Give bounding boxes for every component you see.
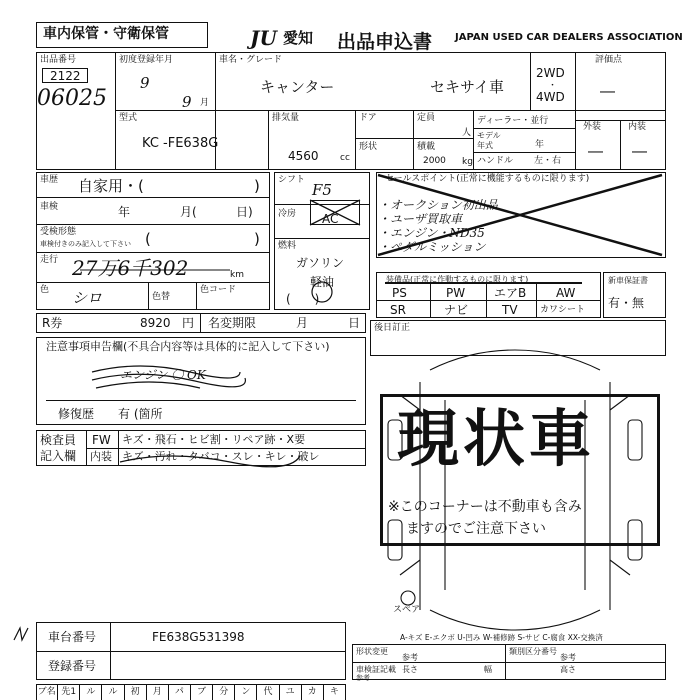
bottom-check-cell: パ (169, 684, 191, 700)
warranty-value: 有・無 (608, 296, 645, 310)
mileage-unit: km (230, 270, 244, 280)
repair-value: 有 (箇所 (118, 407, 163, 421)
mileage-label: 走行 (40, 255, 59, 265)
year-unit: 年 (535, 140, 545, 150)
dimensions-length: 長さ (402, 665, 418, 674)
first-registration-month-unit: 月 (200, 98, 210, 108)
dimensions-width: 幅 (484, 665, 492, 674)
inspector-fw-text: キズ・飛石・ヒビ割・リペア跡・X要 (122, 433, 306, 446)
post-edit-box (370, 320, 666, 356)
shift-label: シフト (278, 175, 306, 185)
inspection-type-close: ) (254, 230, 260, 248)
inspection-type-open: ( (145, 230, 151, 248)
inspection-year: 年 (118, 205, 131, 219)
displacement-label: 排気量 (272, 113, 300, 123)
registration-label: 登録番号 (48, 659, 97, 673)
recycle-value: 8920 (140, 316, 171, 330)
inspector-interior-label: 内装 (90, 450, 112, 463)
interior-value: ― (632, 142, 647, 160)
model-name: キャンター (260, 78, 335, 96)
spare-label: スペア (393, 605, 421, 615)
inspector-interior-text: キズ・汚れ・タバコ・スレ・キレ・破レ (122, 450, 320, 463)
dealer-label: ディーラー・並行 (477, 116, 549, 126)
bottom-check-cell: ル (102, 684, 124, 700)
fuel-label: 燃料 (278, 241, 297, 251)
equip-pw: PW (446, 286, 466, 300)
form-change-label: 形状変更 (356, 647, 388, 656)
bottom-check-cell: 分 (213, 684, 235, 700)
association-name: JAPAN USED CAR DEALERS ASSOCIATION (455, 32, 683, 43)
name-change-label: 名変期限 (208, 316, 257, 330)
equipment-title: 装備品(正常に作動するものに限ります) (386, 275, 529, 284)
score-value: ― (600, 82, 615, 100)
chassis-label: 車台番号 (48, 630, 97, 644)
equip-leather: カワシート (540, 305, 586, 315)
lot-number-label: 出品番号 (40, 55, 77, 65)
door-label: ドア (359, 113, 377, 123)
interior-label: 内装 (628, 122, 647, 132)
as-is-notice-1: ※このコーナーは不動車も含み (388, 499, 582, 515)
inspection-day: 日) (236, 205, 253, 219)
recycle-unit: 円 (182, 316, 195, 330)
damage-legend: A-キズ E-エクボ U-凹み W-補修跡 S-サビ C-腐食 XX-交換済 (400, 633, 603, 642)
name-change-day: 日 (348, 316, 361, 330)
exterior-value: ― (588, 142, 603, 160)
mileage-value: 27万6千302 (72, 256, 189, 280)
ju-logo: JU (250, 26, 277, 50)
drive-4wd: 4WD (536, 90, 565, 104)
handle-value: 左・右 (534, 156, 562, 166)
color-value: シロ (72, 289, 103, 307)
chassis-value: FE638G531398 (152, 630, 245, 644)
equip-tv: TV (502, 303, 518, 317)
as-is-notice-2: ますのでご注意下さい (406, 521, 546, 537)
bottom-check-cell: 月 (147, 684, 169, 700)
capacity-unit: 人 (462, 128, 472, 138)
name-change-month: 月 (296, 316, 309, 330)
remarks-label: 注意事項申告欄(不具合内容等は具体的に記入して下さい) (46, 340, 330, 353)
history-label: 車歴 (40, 175, 59, 185)
equip-aw: AW (556, 286, 576, 300)
category-label: 類別区分番号 (509, 647, 557, 656)
sales-point-2: ・ユーザ買取車 (378, 212, 463, 226)
equip-airbag: エアB (494, 286, 527, 300)
equip-sr: SR (390, 303, 406, 317)
form-title: 出品申込書 (337, 31, 433, 53)
load-unit: kg (462, 157, 473, 167)
bottom-check-cell: カ (302, 684, 324, 700)
model-code-value: KC -FE638G (142, 136, 219, 151)
history-value: 自家用・( (78, 177, 144, 195)
model-year-label: モデル (477, 131, 501, 140)
first-registration-month: 9 (182, 93, 192, 111)
first-registration-label: 初度登録年月 (119, 55, 174, 65)
inspection-label: 車検 (40, 202, 59, 212)
lot-number: 06025 (37, 86, 107, 111)
bottom-check-cell: 先1 (58, 684, 80, 700)
repair-label: 修復歴 (58, 407, 95, 421)
sales-point-4: ・ペダルミッション (378, 240, 486, 254)
ac-label: 冷房 (278, 209, 297, 219)
storage-badge-text: 車内保管・守衛保管 (43, 26, 169, 42)
bottom-check-cells (36, 684, 346, 700)
capacity-label: 定員 (417, 113, 436, 123)
lot-sub-number: 2122 (50, 69, 81, 83)
model-grade: セキサイ車 (430, 78, 504, 96)
score-label: 評価点 (595, 55, 623, 65)
fuel-gasoline: ガソリン (296, 256, 345, 270)
region-name: 愛知 (283, 29, 314, 47)
bottom-check-cell: ブ名 (36, 684, 58, 700)
model-grade-label: 車名・グレード (219, 55, 283, 65)
inspector-label-2: 記入欄 (40, 449, 77, 463)
sales-points-title: セールスポイント(正常に機能するものに限ります) (385, 174, 590, 184)
equip-ps: PS (392, 286, 407, 300)
recycle-row (36, 313, 366, 333)
category-ref: 参考 (560, 653, 576, 662)
model-code-label: 型式 (119, 113, 138, 123)
sales-point-3: ・エンジン・ND35 (378, 226, 485, 240)
bottom-check-cell: ブ (191, 684, 213, 700)
inspection-month: 月( (180, 205, 197, 219)
handle-label: ハンドル (477, 156, 514, 166)
as-is-title: 現状車 (397, 402, 596, 475)
inspector-fw-label: FW (92, 433, 111, 447)
warranty-label: 新車保証書 (608, 276, 648, 285)
bottom-check-cell: ル (80, 684, 102, 700)
dimensions-label: 車検証記載 (356, 665, 396, 674)
recycle-label: R券 (42, 316, 63, 330)
exterior-label: 外装 (583, 122, 602, 132)
load-label: 積載 (417, 142, 436, 152)
drive-separator: ・ (548, 81, 558, 91)
dimensions-ref: 参考 (356, 674, 370, 682)
color-code-label: 色コード (200, 285, 237, 295)
color-change-label: 色替 (152, 292, 171, 302)
bottom-check-cell: ン (235, 684, 257, 700)
bottom-check-cell: 代 (257, 684, 279, 700)
dimensions-height: 高さ (560, 665, 576, 674)
displacement-unit: cc (340, 153, 350, 163)
fuel-light-oil: 軽油 (310, 275, 335, 289)
bottom-check-cell: キ (324, 684, 346, 700)
ac-value: AC (322, 212, 339, 226)
year-label: 年式 (477, 141, 493, 150)
body-shape-label: 形状 (359, 142, 378, 152)
history-close: ) (254, 177, 260, 195)
inspection-type-note: 車検付きのみ記入して下さい (40, 240, 131, 248)
drive-2wd: 2WD (536, 66, 565, 80)
remarks-note: エンジン 〇 OK (120, 368, 206, 382)
post-edit-label: 後日訂正 (374, 323, 411, 333)
inspection-type-label: 受検形態 (40, 227, 77, 237)
equip-navi: ナビ (444, 303, 469, 317)
form-change-ref: 参考 (402, 653, 418, 662)
inspector-label-1: 検査員 (40, 433, 77, 447)
displacement-value: 4560 (288, 149, 319, 163)
color-label: 色 (40, 285, 50, 295)
first-registration-year: 9 (140, 74, 150, 92)
load-value: 2000 (423, 156, 446, 166)
fuel-parens: ( ) (286, 292, 320, 306)
shift-value: F5 (312, 181, 332, 199)
bottom-check-cell: ユ (280, 684, 302, 700)
sales-point-1: ・オークション初出品 (378, 198, 498, 212)
bottom-check-cell: 初 (125, 684, 147, 700)
